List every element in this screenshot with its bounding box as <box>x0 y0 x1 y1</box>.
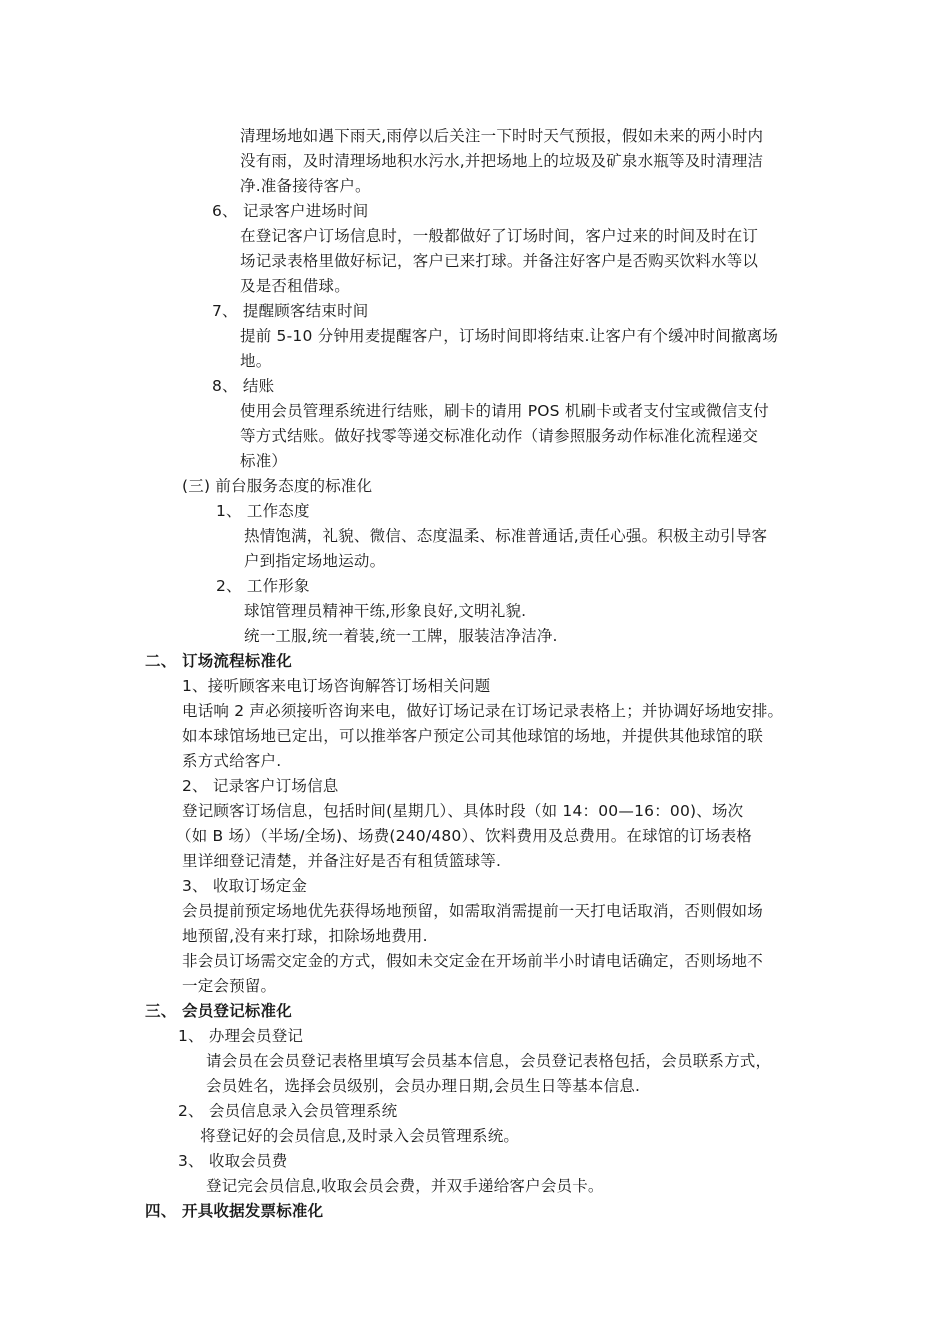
list-item-heading: 7、 提醒顾客结束时间 <box>212 302 369 320</box>
text-line: 使用会员管理系统进行结账，刷卡的请用 POS 机刷卡或者支付宝或微信支付 <box>240 402 769 420</box>
list-item-heading: 2、 记录客户订场信息 <box>182 777 339 795</box>
text-line: 非会员订场需交定金的方式，假如未交定金在开场前半小时请电话确定，否则场地不 <box>182 952 763 970</box>
text-line: 统一工服,统一着装,统一工牌，服装洁净洁净. <box>244 627 558 645</box>
text-line: 如本球馆场地已定出，可以推举客户预定公司其他球馆的场地，并提供其他球馆的联 <box>182 727 763 745</box>
text-line: 会员提前预定场地优先获得场地预留，如需取消需提前一天打电话取消，否则假如场 <box>182 902 763 920</box>
list-item-heading: 6、 记录客户进场时间 <box>212 202 369 220</box>
text-line: 清理场地如遇下雨天,雨停以后关注一下时时天气预报，假如未来的两小时内 <box>240 127 764 145</box>
text-line: 请会员在会员登记表格里填写会员基本信息，会员登记表格包括，会员联系方式， <box>206 1052 772 1070</box>
text-line: 登记完会员信息,收取会员会费，并双手递给客户会员卡。 <box>206 1177 604 1195</box>
section-heading: 三、 会员登记标准化 <box>145 1002 292 1020</box>
list-item-heading: 2、 会员信息录入会员管理系统 <box>178 1102 398 1120</box>
text-line: （如 B 场）（半场/全场)、场费(240/480）、饮料费用及总费用。在球馆的订场表格 <box>176 827 752 845</box>
text-line: 净.准备接待客户。 <box>240 177 371 195</box>
list-item-heading: 1、接听顾客来电订场咨询解答订场相关问题 <box>182 677 491 695</box>
text-line: 等方式结账。做好找零等递交标准化动作（请参照服务动作标准化流程递交 <box>240 427 759 445</box>
text-line: 地预留,没有来打球，扣除场地费用. <box>182 927 428 945</box>
text-line: 球馆管理员精神干练,形象良好,文明礼貌. <box>244 602 527 620</box>
section-heading: 二、 订场流程标准化 <box>145 652 292 670</box>
list-item-heading: 1、 办理会员登记 <box>178 1027 304 1045</box>
text-line: 电话响 2 声必须接听咨询来电，做好订场记录在订场记录表格上；并协调好场地安排。 <box>182 702 784 720</box>
text-line: 热情饱满，礼貌、微信、态度温柔、标准普通话,责任心强。积极主动引导客 <box>244 527 768 545</box>
list-item-heading: 3、 收取会员费 <box>178 1152 288 1170</box>
list-item-heading: 8、 结账 <box>212 377 275 395</box>
text-line: 标准） <box>240 452 288 470</box>
text-line: 在登记客户订场信息时，一般都做好了订场时间，客户过来的时间及时在订 <box>240 227 759 245</box>
subsection-heading: (三) 前台服务态度的标准化 <box>182 477 373 495</box>
text-line: 场记录表格里做好标记，客户已来打球。并备注好客户是否购买饮料水等以 <box>240 252 759 270</box>
text-line: 里详细登记清楚，并备注好是否有租赁篮球等. <box>182 852 502 870</box>
text-line: 及是否租借球。 <box>240 277 350 295</box>
list-item-heading: 3、 收取订场定金 <box>182 877 308 895</box>
text-line: 提前 5-10 分钟用麦提醒客户，订场时间即将结束.让客户有个缓冲时间撤离场 <box>240 327 779 345</box>
list-item-heading: 1、 工作态度 <box>216 502 310 520</box>
text-line: 登记顾客订场信息，包括时间(星期几）、具体时段（如 14：00—16：00)、场次 <box>182 802 744 820</box>
text-line: 将登记好的会员信息,及时录入会员管理系统。 <box>200 1127 520 1145</box>
list-item-heading: 2、 工作形象 <box>216 577 310 595</box>
text-line: 一定会预留。 <box>182 977 277 995</box>
text-line: 没有雨，及时清理场地积水污水,并把场地上的垃圾及矿泉水瓶等及时清理洁 <box>240 152 764 170</box>
text-line: 户到指定场地运动。 <box>244 552 386 570</box>
text-line: 地。 <box>240 352 272 370</box>
text-line: 会员姓名，选择会员级别，会员办理日期,会员生日等基本信息. <box>206 1077 641 1095</box>
text-line: 系方式给客户. <box>182 752 282 770</box>
section-heading: 四、 开具收据发票标准化 <box>145 1202 324 1220</box>
